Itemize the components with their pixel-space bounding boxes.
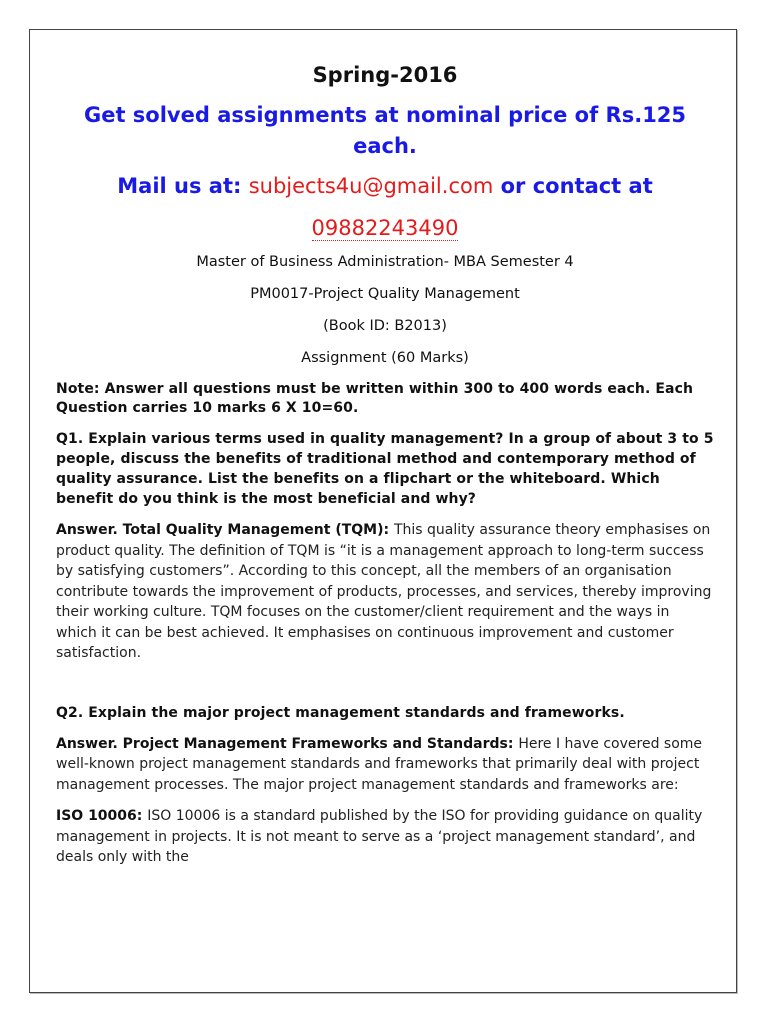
answer-2-text: Here I have covered some well-known project management standards and frameworks that primarily deal with project management processes. The major project management standards and frameworks are: — [56, 735, 703, 793]
section-spacer — [56, 675, 714, 703]
phone-link[interactable]: 09882243490 — [311, 216, 459, 240]
program-title: Master of Business Administration- MBA Semester 4 — [196, 254, 574, 270]
answer-2-lead: Answer. Project Management Frameworks and Standards: — [56, 735, 519, 752]
contact-suffix: or contact at — [493, 174, 653, 198]
assignment-note: Note: Answer all questions must be written within 300 to 400 words each. Each Question carries 10 marks 6 X 10=60. — [56, 381, 694, 416]
document-content — [56, 62, 714, 879]
answer-2 — [56, 734, 714, 796]
question-2: Q2. Explain the major project management standards and frameworks. — [56, 704, 625, 721]
book-id: (Book ID: B2013) — [323, 318, 447, 334]
subject-title: PM0017-Project Quality Management — [250, 286, 520, 302]
answer-1 — [56, 520, 714, 664]
promo-text: Get solved assignments at nominal price of Rs.125 each. — [83, 103, 687, 158]
phone-line — [56, 214, 714, 242]
contact-prefix: Mail us at: — [117, 174, 249, 198]
answer-1-lead: Answer. Total Quality Management (TQM): — [56, 522, 394, 538]
question-1: Q1. Explain various terms used in quality management? In a group of about 3 to 5 people, discuss the benefits of traditional method and contemporary method of quality assurance. List the benefits on a flipchart or the whiteboard. Which benefit do you think is the most beneficial and why? — [56, 431, 714, 507]
assignment-title: Assignment (60 Marks) — [301, 350, 469, 366]
answer-1-text: This quality assurance theory emphasises on product quality. The definition of TQM is “it is a management approach to long-term success by satisfying customers”. According to this concept, all the members of an organisation contribute towards the improvement of products, processes, and services, thereby improving their working culture. TQM focuses on the customer/client requirement and the ways in which it can be best achieved. It emphasises on continuous improvement and customer satisfaction. — [56, 522, 712, 661]
contact-line — [56, 172, 714, 200]
iso-text: ISO 10006 is a standard published by the ISO for providing guidance on quality management in projects. It is not meant to serve as a ‘project management standard’, and deals only with the — [56, 808, 703, 865]
iso-lead: ISO 10006: — [56, 808, 148, 824]
season-heading: Spring-2016 — [312, 63, 458, 87]
email-link[interactable]: subjects4u@gmail.com — [248, 174, 494, 198]
iso-paragraph — [56, 806, 714, 868]
